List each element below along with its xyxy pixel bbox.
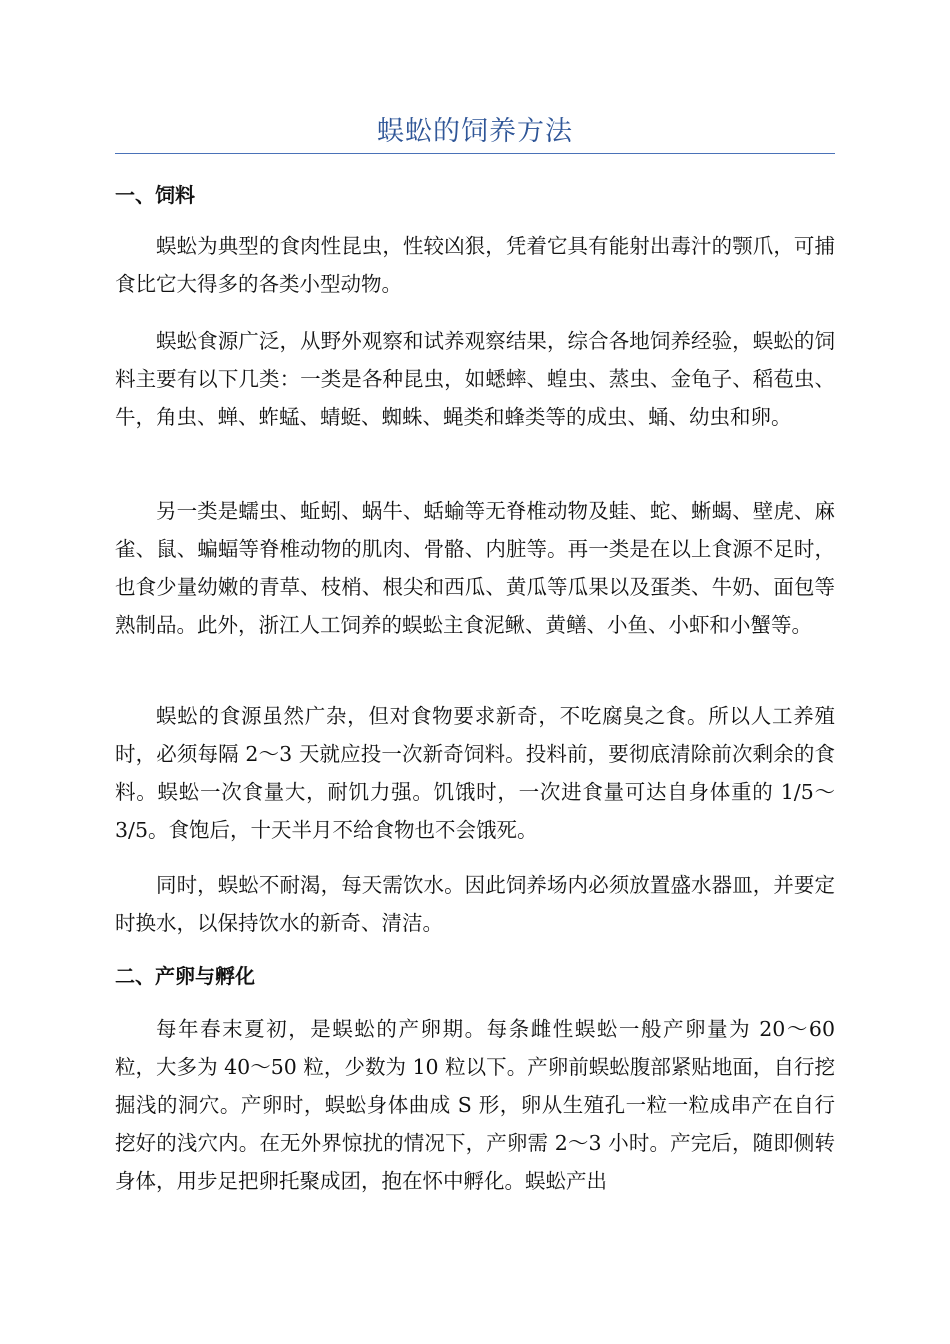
section-heading-spawning: 二、产卵与孵化 (115, 964, 255, 988)
paragraph: 同时，蜈蚣不耐渴，每天需饮水。因此饲养场内必须放置盛水器皿，并要定时换水，以保持饮水的新奇、清洁。 (115, 873, 835, 935)
document-title: 蜈蚣的饲养方法 (377, 116, 573, 147)
paragraph: 蜈蚣食源广泛，从野外观察和试养观察结果，综合各地饲养经验，蜈蚣的饲料主要有以下几类：一类是各种昆虫，如蟋蟀、蝗虫、蒸虫、金龟子、稻苞虫、牛，角虫、蝉、蚱蜢、蜻蜓、蜘蛛、蝇类和蜂类等的成虫、蛹、幼虫和卵。 (115, 329, 835, 429)
section-heading-feed: 一、饲料 (115, 183, 195, 207)
paragraph: 每年春末夏初，是蜈蚣的产卵期。每条雌性蜈蚣一般产卵量为 20～60 粒，大多为 40～50 粒，少数为 10 粒以下。产卵前蜈蚣腹部紧贴地面，自行挖掘浅的洞穴。产卵时，蜈蚣身体曲成 S 形，卵从生殖孔一粒一粒成串产在自行挖好的浅穴内。在无外界惊扰的情况下，产卵需 2～3 小时。产完后，随即侧转身体，用步足把卵托聚成团，抱在怀中孵化。蜈蚣产出 (115, 1017, 835, 1193)
paragraph: 蜈蚣的食源虽然广杂，但对食物要求新奇，不吃腐臭之食。所以人工养殖时，必须每隔 2～3 天就应投一次新奇饲料。投料前，要彻底清除前次剩余的食料。蜈蚣一次食量大，耐饥力强。饥饿时，一次进食量可达自身体重的 1/5～3/5。食饱后，十天半月不给食物也不会饿死。 (115, 704, 835, 842)
title-underline (115, 153, 835, 154)
paragraph: 蜈蚣为典型的食肉性昆虫，性较凶狠，凭着它具有能射出毒汁的颚爪，可捕食比它大得多的各类小型动物。 (115, 234, 835, 296)
paragraph: 另一类是蠕虫、蚯蚓、蜗牛、蛞蝓等无脊椎动物及蛙、蛇、蜥蝎、壁虎、麻雀、鼠、蝙蝠等脊椎动物的肌肉、骨骼、内脏等。再一类是在以上食源不足时，也食少量幼嫩的青草、枝梢、根尖和西瓜、黄瓜等瓜果以及蛋类、牛奶、面包等熟制品。此外，浙江人工饲养的蜈蚣主食泥鳅、黄鳝、小鱼、小虾和小蟹等。 (115, 499, 835, 637)
